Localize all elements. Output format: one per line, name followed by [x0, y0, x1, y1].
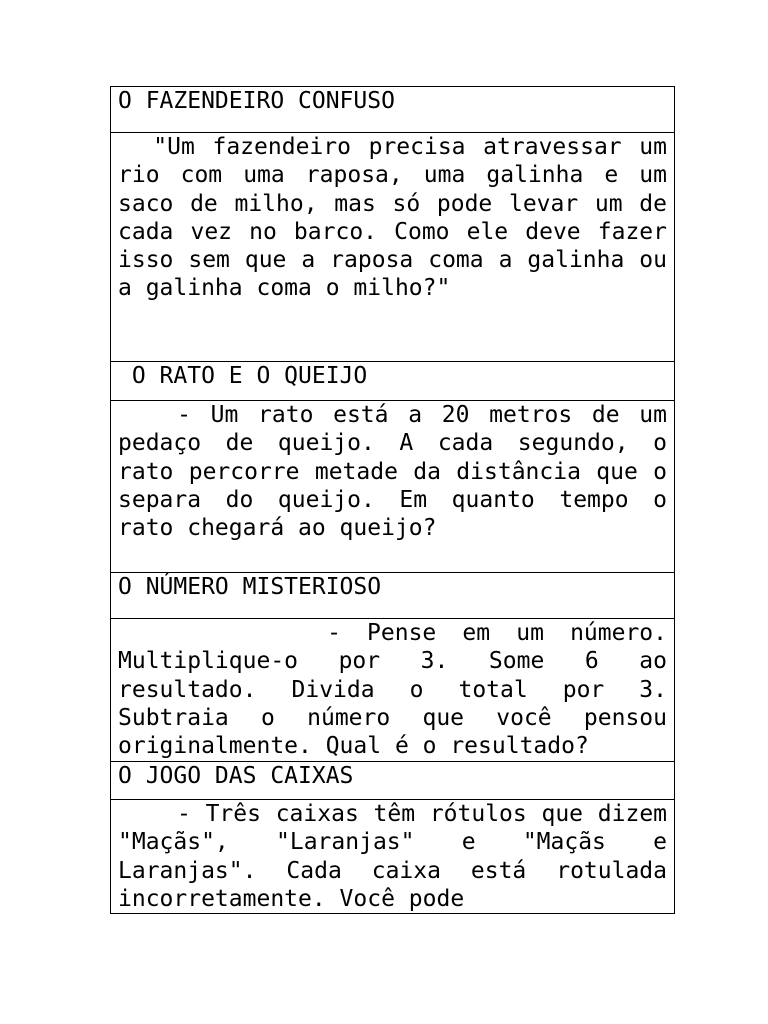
puzzle-text-paragraph: - Três caixas têm rótulos que dizem "Maçãs", "Laranjas" e "Maçãs e Laranjas". Cada caixa está rotulada incorretamente. Você pode: [118, 801, 681, 912]
puzzle-text: [111, 800, 681, 914]
puzzle-text: [111, 401, 681, 573]
puzzle-title: O FAZENDEIRO CONFUSO: [111, 87, 675, 133]
puzzle-title-row: [111, 762, 675, 800]
puzzle-text: [111, 619, 681, 762]
puzzle-text: [111, 133, 681, 362]
puzzle-text-paragraph: - Um rato está a 20 metros de um pedaço de queijo. A cada segundo, o rato percorre metade da distância que o separa do queijo. Em quanto tempo o rato chegará ao queijo?: [118, 402, 681, 542]
puzzles-table: [110, 86, 681, 914]
puzzle-title-row: [111, 573, 675, 619]
puzzle-text-row: [111, 619, 675, 762]
puzzle-text-paragraph: - Pense em um número. Multiplique-o por 3. Some 6 ao resultado. Divida o total por 3. Subtraia o número que você pensou originalmente. Qual é o resultado?: [118, 620, 681, 760]
puzzle-title-row: [111, 87, 675, 133]
puzzle-title: O RATO E O QUEIJO: [111, 362, 675, 401]
puzzle-text-paragraph: "Um fazendeiro precisa atravessar um rio com uma raposa, uma galinha e um saco de milho, mas só pode levar um de cada vez no barco. Como ele deve fazer isso sem que a raposa coma a galinha ou a galinha coma o milho?": [118, 134, 681, 302]
puzzle-text-row: [111, 800, 675, 914]
puzzle-title-row: [111, 362, 675, 401]
puzzle-title: O JOGO DAS CAIXAS: [111, 762, 675, 800]
puzzle-text-row: [111, 133, 675, 362]
puzzle-title: O NÚMERO MISTERIOSO: [111, 573, 675, 619]
puzzle-text-row: [111, 401, 675, 573]
